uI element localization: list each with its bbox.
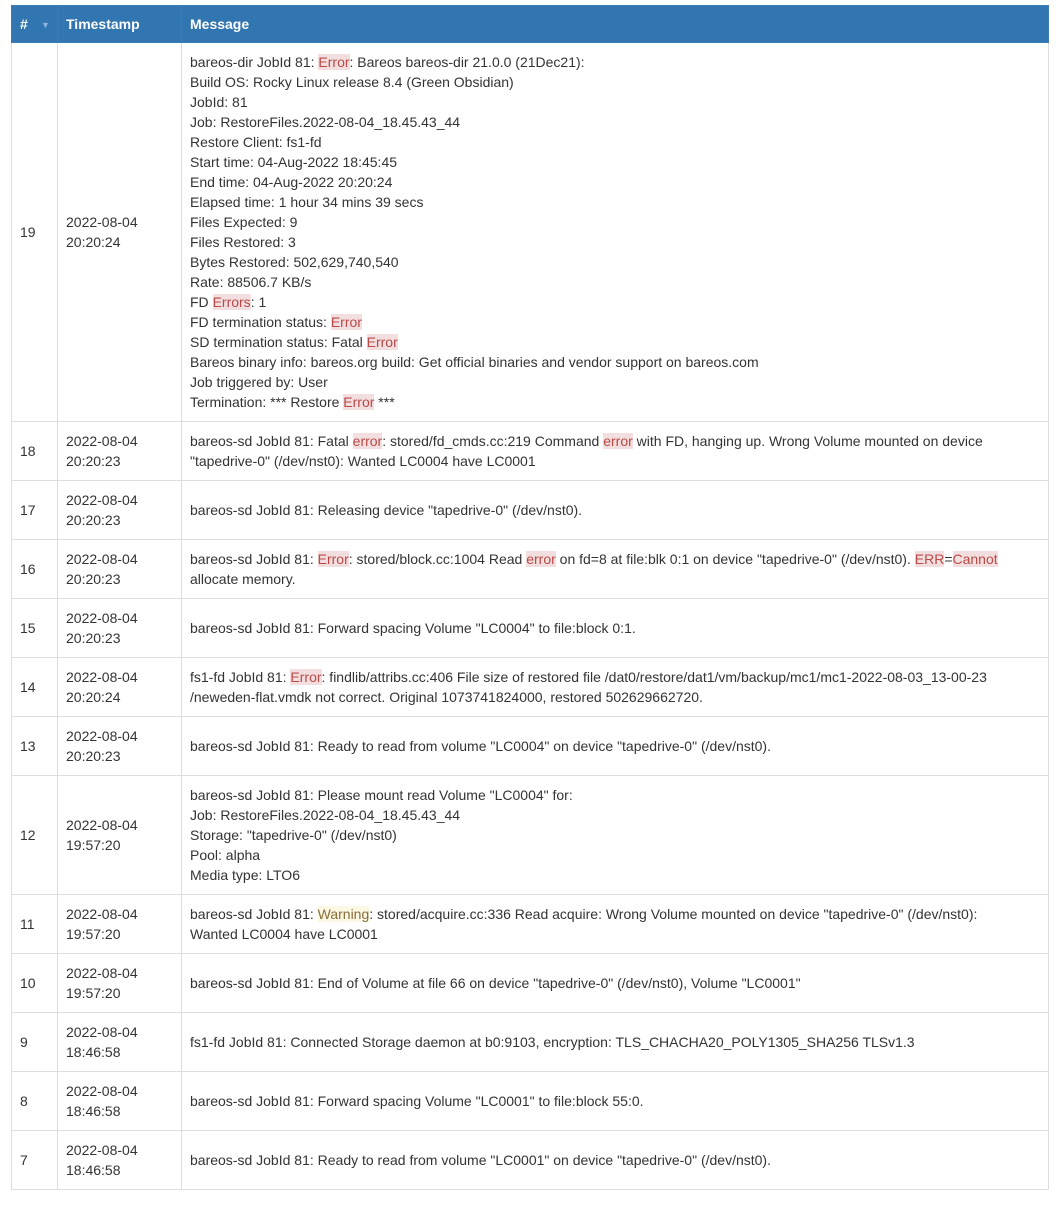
table-row bbox=[12, 599, 1049, 658]
message-line bbox=[190, 112, 1040, 132]
row-message bbox=[182, 717, 1049, 776]
row-number: 16 bbox=[12, 540, 58, 599]
timestamp-time: 19:57:20 bbox=[66, 985, 121, 1001]
message-line bbox=[190, 152, 1040, 172]
message-text: Bytes Restored: 502,629,740,540 bbox=[190, 254, 399, 270]
error-highlight: Cannot bbox=[952, 551, 998, 567]
message-line bbox=[190, 92, 1040, 112]
timestamp-time: 20:20:23 bbox=[66, 571, 121, 587]
message-text: allocate memory. bbox=[190, 571, 296, 587]
timestamp-time: 20:20:23 bbox=[66, 512, 121, 528]
message-line bbox=[190, 825, 1040, 845]
row-message bbox=[182, 43, 1049, 422]
message-line bbox=[190, 192, 1040, 212]
message-line bbox=[190, 785, 1040, 805]
message-text: bareos-sd JobId 81: bbox=[190, 551, 318, 567]
row-message bbox=[182, 599, 1049, 658]
row-timestamp bbox=[58, 658, 182, 717]
timestamp-date: 2022-08-04 bbox=[66, 610, 138, 626]
message-text: bareos-sd JobId 81: Please mount read Volume "LC0004" for: bbox=[190, 787, 573, 803]
message-text: JobId: 81 bbox=[190, 94, 248, 110]
row-timestamp bbox=[58, 776, 182, 895]
row-timestamp bbox=[58, 717, 182, 776]
timestamp-date: 2022-08-04 bbox=[66, 433, 138, 449]
message-text: "tapedrive-0" (/dev/nst0): Wanted LC0004 have LC0001 bbox=[190, 453, 536, 469]
timestamp-time: 19:57:20 bbox=[66, 926, 121, 942]
message-line bbox=[190, 52, 1040, 72]
message-text: : findlib/attribs.cc:406 File size of restored file /dat0/restore/dat1/vm/backup/mc1/mc1-2022-08-03_13-00-23 bbox=[321, 669, 987, 685]
message-line bbox=[190, 618, 1040, 638]
table-row bbox=[12, 895, 1049, 954]
message-text: Files Restored: 3 bbox=[190, 234, 296, 250]
table-row bbox=[12, 43, 1049, 422]
timestamp-time: 18:46:58 bbox=[66, 1044, 121, 1060]
row-timestamp bbox=[58, 422, 182, 481]
message-line bbox=[190, 232, 1040, 252]
message-line bbox=[190, 1150, 1040, 1170]
job-log-table-container bbox=[11, 5, 1049, 1190]
message-text: End time: 04-Aug-2022 20:20:24 bbox=[190, 174, 393, 190]
row-timestamp bbox=[58, 1013, 182, 1072]
message-line bbox=[190, 549, 1040, 569]
row-message bbox=[182, 481, 1049, 540]
row-timestamp bbox=[58, 481, 182, 540]
message-text: : stored/acquire.cc:336 Read acquire: Wrong Volume mounted on device "tapedrive-0" (/dev/nst0): bbox=[369, 906, 978, 922]
table-body bbox=[12, 43, 1049, 1190]
row-message bbox=[182, 776, 1049, 895]
error-highlight: Error bbox=[290, 669, 322, 685]
row-number: 17 bbox=[12, 481, 58, 540]
message-text: bareos-sd JobId 81: Forward spacing Volume "LC0001" to file:block 55:0. bbox=[190, 1093, 644, 1109]
table-header-row bbox=[12, 6, 1049, 43]
error-highlight: Errors bbox=[212, 294, 251, 310]
row-number: 11 bbox=[12, 895, 58, 954]
table-row bbox=[12, 1131, 1049, 1190]
message-text: Wanted LC0004 have LC0001 bbox=[190, 926, 378, 942]
message-text: with FD, hanging up. Wrong Volume mounted on device bbox=[632, 433, 983, 449]
row-timestamp bbox=[58, 540, 182, 599]
row-message bbox=[182, 658, 1049, 717]
row-timestamp bbox=[58, 954, 182, 1013]
message-line bbox=[190, 451, 1040, 471]
message-line bbox=[190, 392, 1040, 412]
message-line bbox=[190, 1091, 1040, 1111]
message-line bbox=[190, 924, 1040, 944]
row-timestamp bbox=[58, 1072, 182, 1131]
message-text: on fd=8 at file:blk 0:1 on device "tapedrive-0" (/dev/nst0). bbox=[555, 551, 915, 567]
error-highlight: error bbox=[603, 433, 633, 449]
message-text: Start time: 04-Aug-2022 18:45:45 bbox=[190, 154, 398, 170]
table-row bbox=[12, 422, 1049, 481]
message-text: bareos-sd JobId 81: End of Volume at file 66 on device "tapedrive-0" (/dev/nst0), Volume "LC0001" bbox=[190, 975, 801, 991]
timestamp-time: 18:46:58 bbox=[66, 1103, 121, 1119]
timestamp-date: 2022-08-04 bbox=[66, 1083, 138, 1099]
message-text: Media type: LTO6 bbox=[190, 867, 300, 883]
message-line bbox=[190, 845, 1040, 865]
timestamp-date: 2022-08-04 bbox=[66, 728, 138, 744]
timestamp-date: 2022-08-04 bbox=[66, 214, 138, 230]
row-message bbox=[182, 540, 1049, 599]
message-line bbox=[190, 973, 1040, 993]
timestamp-date: 2022-08-04 bbox=[66, 906, 138, 922]
message-text: Restore Client: fs1-fd bbox=[190, 134, 322, 150]
message-text: bareos-sd JobId 81: Fatal bbox=[190, 433, 353, 449]
table-row bbox=[12, 1072, 1049, 1131]
row-number: 8 bbox=[12, 1072, 58, 1131]
message-text: *** bbox=[374, 394, 395, 410]
message-text: Elapsed time: 1 hour 34 mins 39 secs bbox=[190, 194, 424, 210]
message-line bbox=[190, 1032, 1040, 1052]
message-line bbox=[190, 736, 1040, 756]
message-line bbox=[190, 212, 1040, 232]
message-text: Bareos binary info: bareos.org build: Get official binaries and vendor support on bareos.com bbox=[190, 354, 759, 370]
error-highlight: Error bbox=[366, 334, 398, 350]
table-row bbox=[12, 776, 1049, 895]
message-line bbox=[190, 252, 1040, 272]
sort-down-icon[interactable]: ▼ bbox=[41, 20, 50, 30]
message-text: Storage: "tapedrive-0" (/dev/nst0) bbox=[190, 827, 397, 843]
row-message bbox=[182, 954, 1049, 1013]
message-line bbox=[190, 805, 1040, 825]
message-text: Termination: *** Restore bbox=[190, 394, 344, 410]
timestamp-time: 19:57:20 bbox=[66, 837, 121, 853]
message-line bbox=[190, 431, 1040, 451]
message-text: Rate: 88506.7 KB/s bbox=[190, 274, 312, 290]
row-number: 19 bbox=[12, 43, 58, 422]
row-number: 12 bbox=[12, 776, 58, 895]
error-highlight: Error bbox=[317, 551, 349, 567]
row-timestamp bbox=[58, 43, 182, 422]
message-text: /neweden-flat.vmdk not correct. Original 1073741824000, restored 502629662720. bbox=[190, 689, 703, 705]
message-line bbox=[190, 332, 1040, 352]
message-text: FD termination status: bbox=[190, 314, 331, 330]
row-timestamp bbox=[58, 1131, 182, 1190]
message-line bbox=[190, 865, 1040, 885]
timestamp-time: 18:46:58 bbox=[66, 1162, 121, 1178]
message-text: Build OS: Rocky Linux release 8.4 (Green Obsidian) bbox=[190, 74, 514, 90]
error-highlight: Error bbox=[318, 54, 350, 70]
message-text: Job triggered by: User bbox=[190, 374, 328, 390]
timestamp-date: 2022-08-04 bbox=[66, 817, 138, 833]
message-text: bareos-sd JobId 81: Forward spacing Volume "LC0004" to file:block 0:1. bbox=[190, 620, 636, 636]
message-text: bareos-sd JobId 81: Ready to read from volume "LC0004" on device "tapedrive-0" (/dev/nst0). bbox=[190, 738, 771, 754]
table-row bbox=[12, 481, 1049, 540]
message-text: bareos-sd JobId 81: Ready to read from volume "LC0001" on device "tapedrive-0" (/dev/nst0). bbox=[190, 1152, 771, 1168]
row-message bbox=[182, 1013, 1049, 1072]
error-highlight: Error bbox=[343, 394, 375, 410]
message-text: : stored/block.cc:1004 Read bbox=[348, 551, 527, 567]
message-text: bareos-dir JobId 81: bbox=[190, 54, 319, 70]
row-timestamp bbox=[58, 895, 182, 954]
row-number: 14 bbox=[12, 658, 58, 717]
message-text: : 1 bbox=[250, 294, 267, 310]
timestamp-date: 2022-08-04 bbox=[66, 669, 138, 685]
message-line bbox=[190, 904, 1040, 924]
message-text: bareos-sd JobId 81: Releasing device "tapedrive-0" (/dev/nst0). bbox=[190, 502, 583, 518]
message-line bbox=[190, 569, 1040, 589]
row-message bbox=[182, 1072, 1049, 1131]
row-message bbox=[182, 1131, 1049, 1190]
timestamp-date: 2022-08-04 bbox=[66, 965, 138, 981]
message-text: Pool: alpha bbox=[190, 847, 261, 863]
row-number: 10 bbox=[12, 954, 58, 1013]
message-text: = bbox=[944, 551, 953, 567]
row-message bbox=[182, 895, 1049, 954]
message-text: SD termination status: Fatal bbox=[190, 334, 367, 350]
message-text: Job: RestoreFiles.2022-08-04_18.45.43_44 bbox=[190, 114, 461, 130]
message-text: : stored/fd_cmds.cc:219 Command bbox=[382, 433, 604, 449]
warning-highlight: Warning bbox=[317, 906, 370, 922]
table-row bbox=[12, 717, 1049, 776]
timestamp-time: 20:20:24 bbox=[66, 689, 121, 705]
message-text: bareos-sd JobId 81: bbox=[190, 906, 318, 922]
timestamp-time: 20:20:23 bbox=[66, 453, 121, 469]
message-line bbox=[190, 500, 1040, 520]
row-number: 15 bbox=[12, 599, 58, 658]
timestamp-time: 20:20:24 bbox=[66, 234, 121, 250]
timestamp-time: 20:20:23 bbox=[66, 630, 121, 646]
message-line bbox=[190, 667, 1040, 687]
message-text: FD bbox=[190, 294, 213, 310]
row-message bbox=[182, 422, 1049, 481]
row-timestamp bbox=[58, 599, 182, 658]
job-log-table bbox=[11, 5, 1049, 1190]
table-row bbox=[12, 954, 1049, 1013]
column-header-message[interactable]: Message bbox=[182, 6, 1049, 43]
message-line bbox=[190, 72, 1040, 92]
table-row bbox=[12, 658, 1049, 717]
message-text: fs1-fd JobId 81: bbox=[190, 669, 291, 685]
message-line bbox=[190, 372, 1040, 392]
error-highlight: ERR bbox=[914, 551, 945, 567]
timestamp-date: 2022-08-04 bbox=[66, 492, 138, 508]
message-line bbox=[190, 352, 1040, 372]
error-highlight: Error bbox=[330, 314, 362, 330]
timestamp-date: 2022-08-04 bbox=[66, 1142, 138, 1158]
message-line bbox=[190, 687, 1040, 707]
column-header-number[interactable] bbox=[12, 6, 58, 43]
row-number: 9 bbox=[12, 1013, 58, 1072]
message-text: fs1-fd JobId 81: Connected Storage daemon at b0:9103, encryption: TLS_CHACHA20_POLY1305_SHA256 TLSv1.3 bbox=[190, 1034, 915, 1050]
timestamp-date: 2022-08-04 bbox=[66, 1024, 138, 1040]
error-highlight: error bbox=[352, 433, 383, 449]
message-text: Job: RestoreFiles.2022-08-04_18.45.43_44 bbox=[190, 807, 461, 823]
column-header-number-label: # bbox=[20, 16, 28, 32]
message-text: : Bareos bareos-dir 21.0.0 (21Dec21): bbox=[349, 54, 585, 70]
column-header-timestamp[interactable]: Timestamp bbox=[58, 6, 182, 43]
row-number: 7 bbox=[12, 1131, 58, 1190]
message-line bbox=[190, 292, 1040, 312]
message-line bbox=[190, 272, 1040, 292]
table-row bbox=[12, 1013, 1049, 1072]
row-number: 18 bbox=[12, 422, 58, 481]
message-line bbox=[190, 172, 1040, 192]
message-line bbox=[190, 132, 1040, 152]
timestamp-time: 20:20:23 bbox=[66, 748, 121, 764]
error-highlight: error bbox=[526, 551, 556, 567]
timestamp-date: 2022-08-04 bbox=[66, 551, 138, 567]
message-text: Files Expected: 9 bbox=[190, 214, 298, 230]
row-number: 13 bbox=[12, 717, 58, 776]
message-line bbox=[190, 312, 1040, 332]
table-row bbox=[12, 540, 1049, 599]
